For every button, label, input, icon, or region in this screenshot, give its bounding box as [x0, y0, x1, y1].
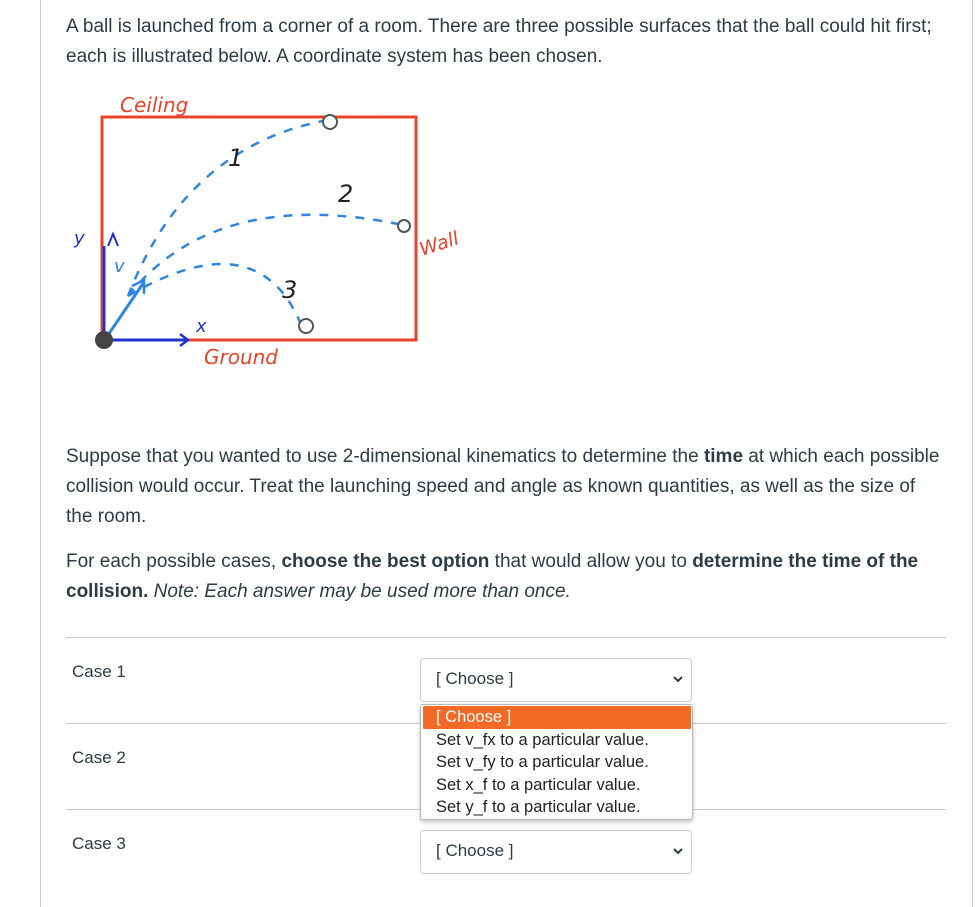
chevron-down-icon: [673, 674, 683, 684]
v-label: v: [114, 256, 125, 277]
launch-ball: [95, 331, 113, 349]
x-axis-label: x: [196, 316, 207, 337]
dropdown-option-vfx[interactable]: Set v_fx to a particular value.: [436, 730, 649, 749]
room-diagram: [66, 86, 486, 386]
right-border: [972, 0, 973, 907]
dropdown-option-vfy[interactable]: Set v_fy to a particular value.: [436, 753, 649, 772]
y-axis-arrowhead: [108, 234, 118, 246]
ground-label: Ground: [204, 345, 279, 369]
room-diagram-svg: [66, 86, 486, 386]
room-outline: [102, 117, 416, 340]
case-1-select[interactable]: [420, 658, 692, 702]
chevron-down-icon: [673, 846, 683, 856]
dropdown-option-choose[interactable]: [ Choose ]: [423, 706, 691, 729]
question-intro: A ball is launched from a corner of a room. There are three possible surfaces that the ball could hit first; each is illustrated below. A coordinate system has been chosen.: [66, 16, 932, 67]
path-2-label: 2: [338, 180, 354, 208]
dropdown-option-xf[interactable]: Set x_f to a particular value.: [436, 775, 641, 794]
impact-ground: [299, 319, 313, 333]
left-border: [40, 0, 41, 907]
dropdown-option-yf[interactable]: Set y_f to a particular value.: [436, 798, 641, 817]
ceiling-label: Ceiling: [120, 93, 189, 117]
trajectory-3: [128, 264, 300, 322]
path-3-label: 3: [282, 276, 298, 304]
case-2-label: Case 2: [72, 748, 126, 767]
velocity-vector: [106, 282, 144, 338]
case-3-label: Case 3: [72, 834, 126, 853]
case-1-label: Case 1: [72, 662, 126, 681]
case-3-select[interactable]: [420, 830, 692, 874]
question-paragraph-3: For each possible cases, choose the best option that would allow you to determine the time of the collision. Note: Each answer may be used more than once.: [66, 551, 919, 602]
trajectory-2: [128, 215, 403, 296]
case-3-select-value: [ Choose ]: [436, 841, 514, 860]
question-paragraph-2: Suppose that you wanted to use 2-dimensional kinematics to determine the time at which each possible collision would occur. Treat the launching speed and angle as known quantities, as well as the size of the room.: [66, 446, 940, 527]
case-1-select-value: [ Choose ]: [436, 669, 514, 688]
path-1-label: 1: [228, 144, 244, 172]
divider-top: [66, 637, 946, 638]
impact-ceiling: [323, 115, 337, 129]
wall-label: Wall: [416, 227, 462, 261]
case-2-dropdown-list[interactable]: [420, 704, 693, 820]
impact-wall: [398, 220, 410, 232]
y-axis-label: y: [74, 228, 85, 249]
